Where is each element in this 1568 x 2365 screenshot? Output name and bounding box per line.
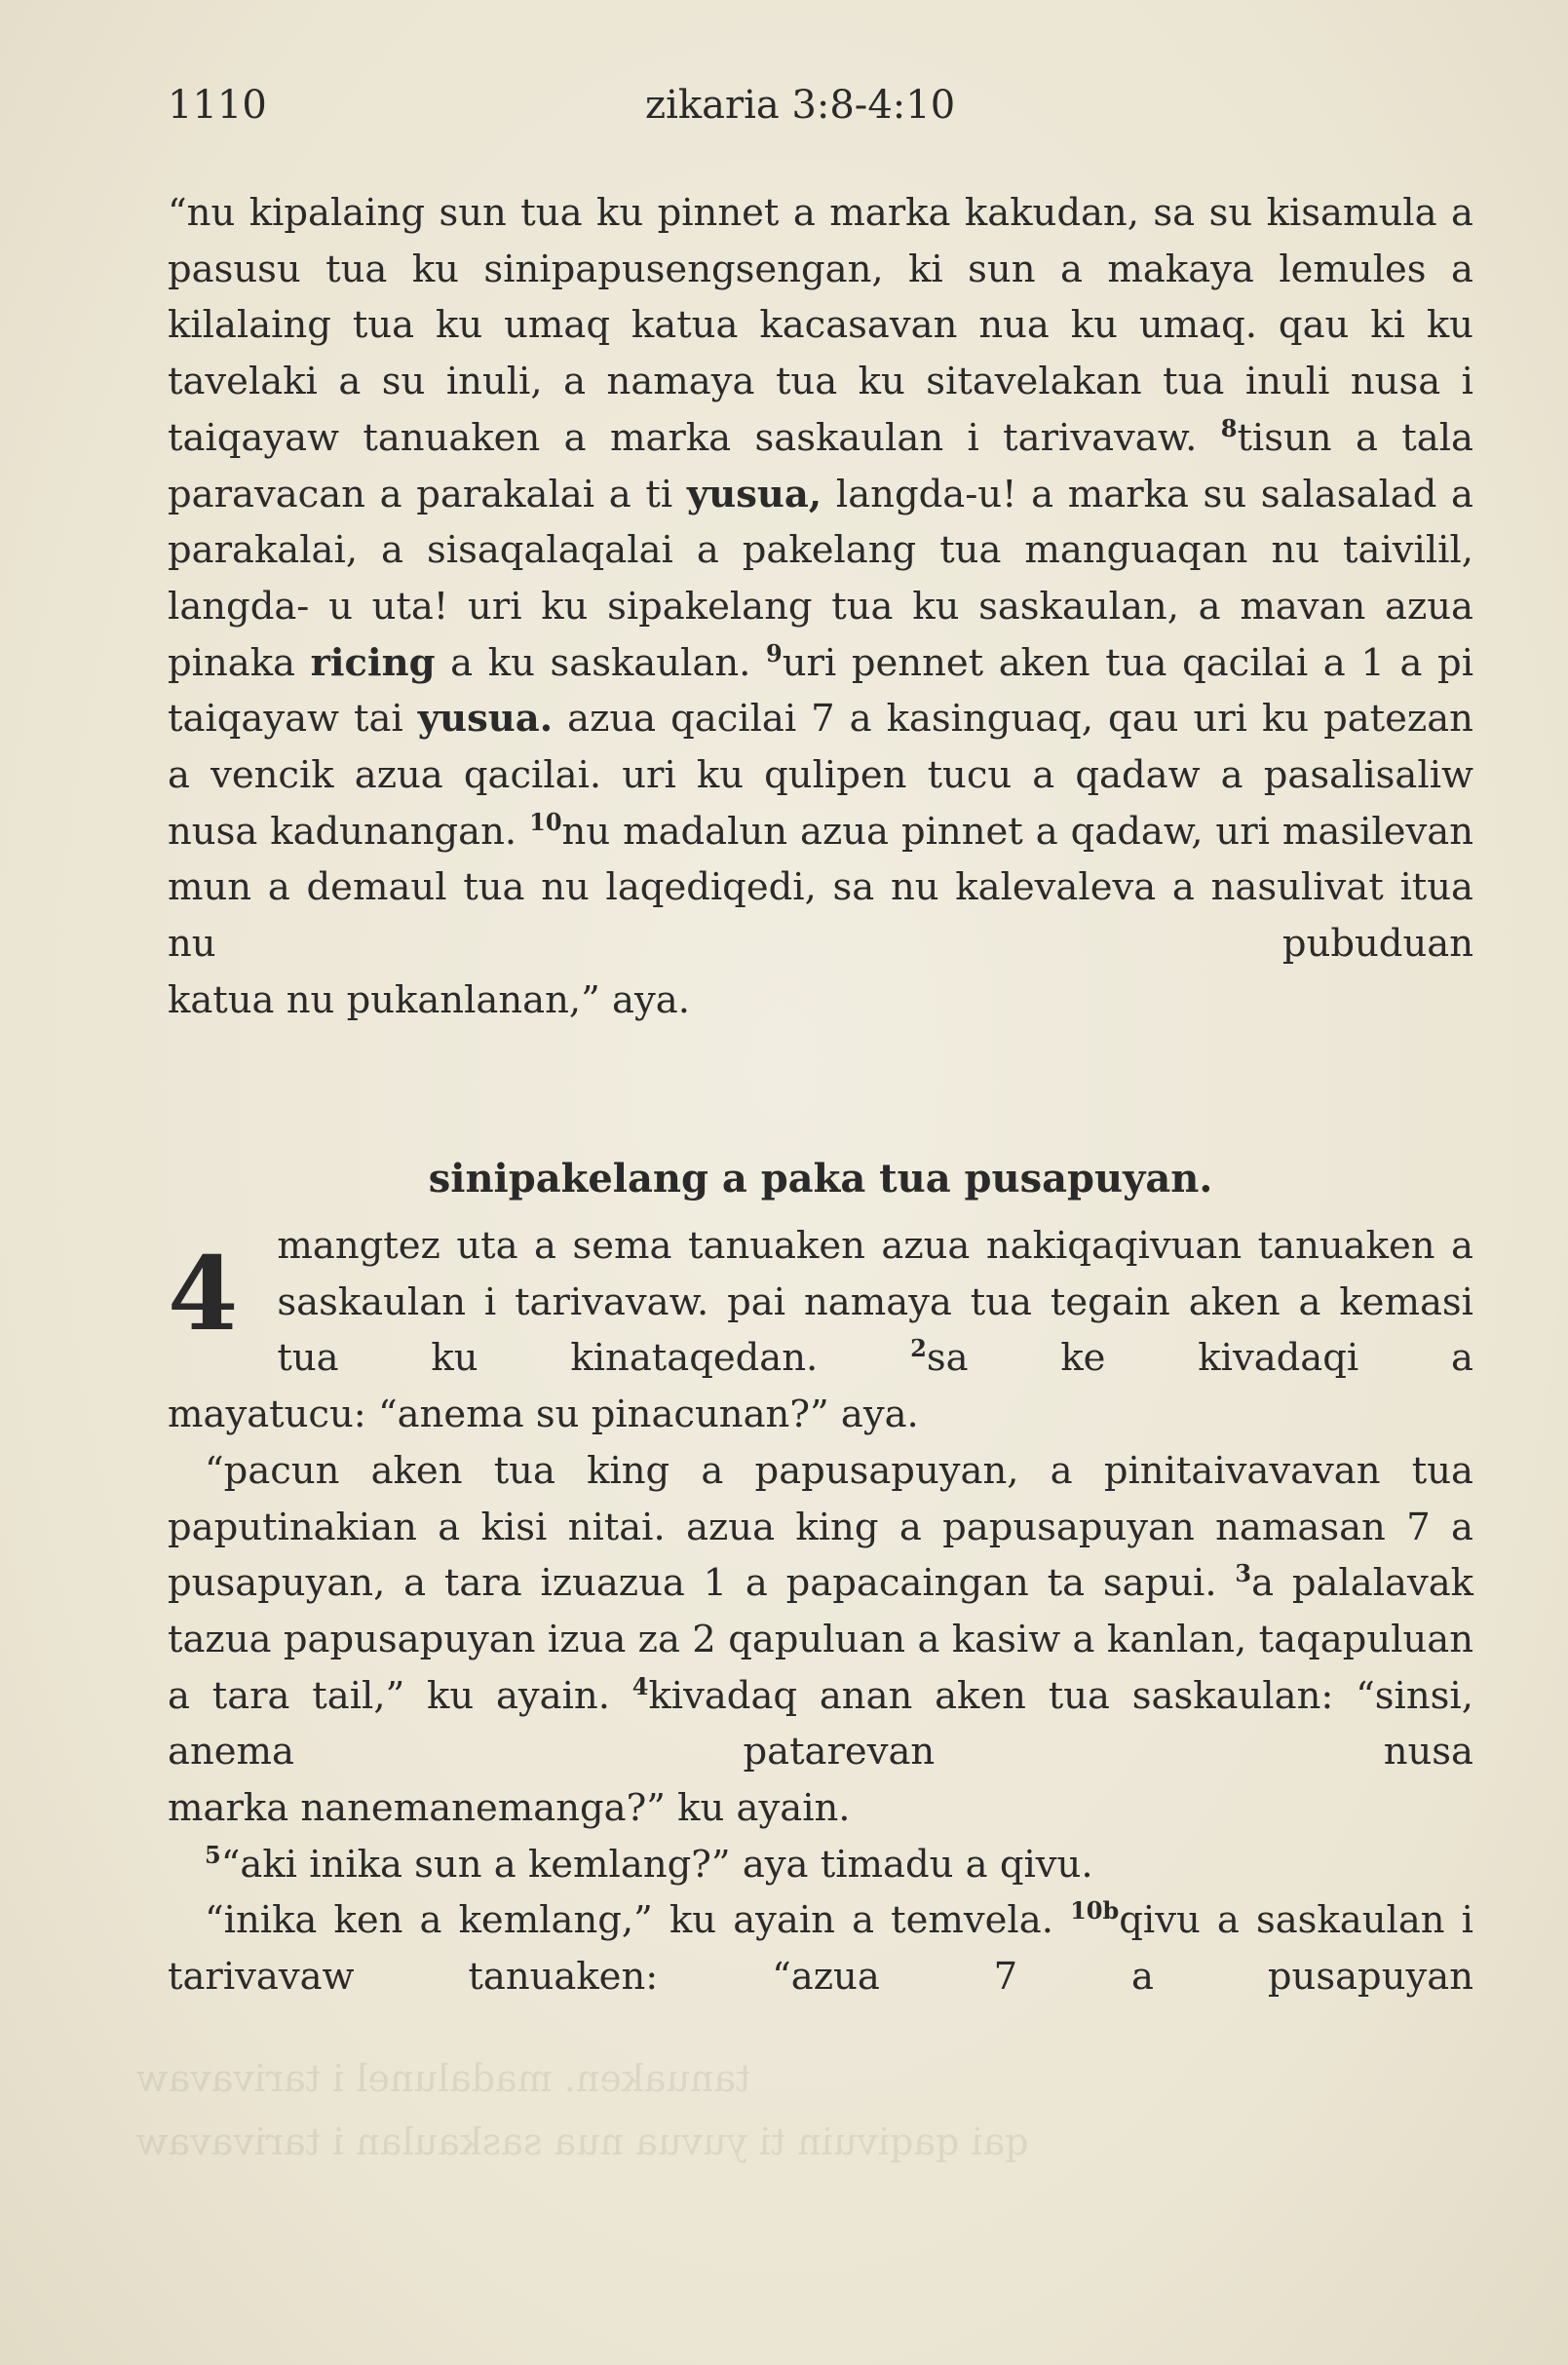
verse-text: “aki inika sun a kemlang?” aya timadu a qivu. — [220, 1842, 1093, 1887]
name-emphasis: yusua, — [686, 472, 822, 516]
verse-number: 10 — [529, 807, 562, 836]
text-line: tucu a qadaw a pasalisaliw nusa kadunangan. — [168, 753, 1473, 854]
text-line: tegain aken a kemasi tua ku kinataqedan. — [277, 1279, 1473, 1381]
bleed-through-text: qai qaqivuin ti yuvua nua saskaulan i tarivavaw — [136, 2120, 1029, 2163]
paragraph — [168, 185, 1473, 973]
text-line: katua nu pukanlanan,” aya. — [168, 977, 690, 1022]
verse-text: uri pennet aken tua qacilai — [782, 640, 1309, 685]
verse-number: 10b — [1070, 1896, 1120, 1926]
text-line: a ku saskaulan. — [450, 640, 751, 685]
text-line: langda-u! a marka su salasalad a parakalai, a — [168, 472, 1473, 573]
text-line: a 1 a pi taiqayaw tai — [168, 640, 1474, 742]
text-line: anan aken tua saskaulan: “sinsi, anema patarevan nusa — [168, 1673, 1473, 1774]
running-head: zikaria 3:8-4:10 — [645, 83, 956, 128]
paragraph-end — [168, 1387, 1473, 1443]
name-emphasis: yusua. — [417, 697, 554, 742]
verse-number: 4 — [631, 1671, 649, 1700]
verse-text: qivu — [1119, 1898, 1201, 1943]
verse-text: tisun a tala paravacan a parakalai — [168, 415, 1473, 516]
page-number: 1110 — [168, 83, 267, 128]
text-line: a ti — [608, 472, 673, 516]
text-line: azua qacilai 7 a kasinguaq, — [567, 697, 1094, 742]
verse-text: nu madalun — [561, 809, 788, 854]
text-line: azua pinnet a qadaw, uri masilevan mun a demaul tua nu — [168, 809, 1473, 910]
chapter-4-text — [168, 1218, 1473, 2005]
text-line: saskaulan i tarivavaw. — [754, 415, 1198, 460]
verse-number: 3 — [1235, 1559, 1252, 1588]
text-line: tua paputinakian a kisi nitai. azua king a papusapuyan — [168, 1448, 1473, 1549]
chapter-3-text — [168, 185, 1473, 1029]
word-emphasis: ricing — [310, 640, 436, 685]
text-line: kasiw a kanlan, taqapuluan a tara tail,” ku ayain. — [168, 1617, 1473, 1718]
text-line: “nu kipalaing sun tua ku pinnet a marka kakudan, sa su — [168, 191, 1253, 235]
text-line: sapui. — [1102, 1561, 1217, 1606]
paragraph — [168, 1837, 1473, 1893]
text-line: qau uri ku patezan a vencik azua qacilai. uri ku qulipen — [168, 697, 1473, 798]
text-line: mangtez uta a sema tanuaken azua nakiqaqivuan — [277, 1224, 1243, 1268]
text-line: ku sitavelakan tua inuli nusa i taiqayaw tanuaken a marka — [168, 360, 1473, 460]
text-line: “inika ken a kemlang,” ku ayain a temvela. — [205, 1898, 1053, 1943]
text-line: laqediqedi, sa nu kalevaleva a nasulivat itua nu pubuduan — [168, 865, 1473, 967]
verse-number: 5 — [205, 1840, 221, 1869]
chapter-number: 4 — [168, 1234, 239, 1354]
paragraph-end — [168, 1780, 1473, 1837]
text-line: kisamula a pasusu tua ku sinipapusengsengan, ki sun a — [168, 191, 1473, 291]
verse-text: kivadaq — [648, 1673, 798, 1718]
verse-number: 9 — [766, 638, 783, 668]
paragraph — [168, 1892, 1473, 2004]
text-line: nua ku umaq. qau ki ku tavelaki a su inuli, a namaya tua — [168, 303, 1473, 404]
paragraph-end — [168, 973, 1473, 1029]
text-line: makaya lemules a kilalaing tua ku umaq katua kacasavan — [168, 247, 1473, 348]
text-line: pinaka — [168, 640, 295, 685]
text-line: tanuaken a saskaulan i tarivavaw. pai namaya tua — [277, 1224, 1473, 1324]
text-line: mayatucu: “anema su pinacunan?” aya. — [168, 1392, 919, 1437]
text-line: “pacun aken tua king a papusapuyan, a pinitaivavavan — [205, 1448, 1381, 1493]
text-line: a saskaulan i tarivavaw tanuaken: “azua 7 a pusapuyan — [168, 1898, 1473, 2000]
paragraph — [168, 1218, 1473, 1387]
text-line: marka nanemanemanga?” ku ayain. — [168, 1786, 851, 1831]
page-header — [168, 76, 1473, 134]
paragraph — [168, 1443, 1473, 1780]
text-line: namasan 7 a pusapuyan, a tara izuazua 1 a papacaingan ta — [168, 1505, 1473, 1606]
text-line: u uta! uri ku sipakelang tua ku saskaulan, a mavan azua — [328, 584, 1473, 629]
bleed-through-text: tanuaken. madalunel i tarivavaw — [136, 2057, 751, 2100]
verse-number: 8 — [1220, 413, 1238, 442]
verse-text: sa ke kivadaqi a — [926, 1336, 1473, 1381]
verse-text: a palalavak tazua papusapuyan izua za 2 qapuluan a — [168, 1561, 1473, 1661]
text-line: sisaqalaqalai a pakelang tua manguaqan nu taivilil, langda- — [168, 528, 1474, 629]
section-heading: sinipakelang a paka tua pusapuyan. — [428, 1156, 1213, 1202]
verse-number: 2 — [910, 1334, 927, 1363]
